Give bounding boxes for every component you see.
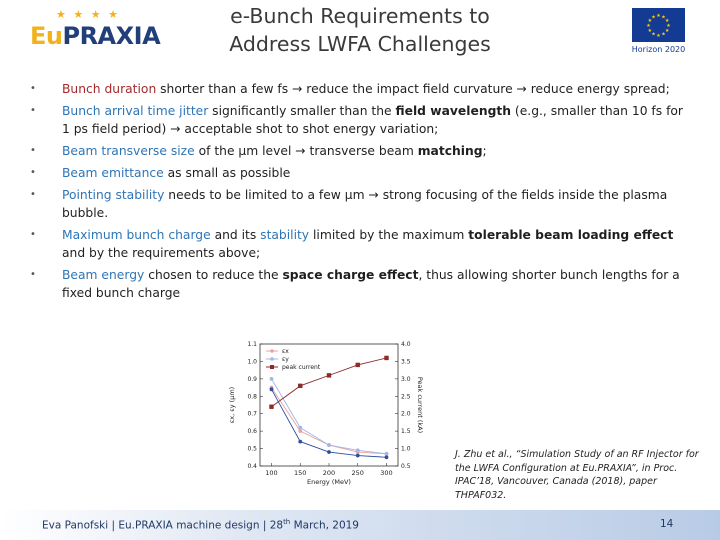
bullet-item bbox=[30, 164, 690, 182]
flag-star: ★ bbox=[661, 31, 666, 38]
bullet-text: field wavelength bbox=[395, 104, 512, 118]
bullet-item bbox=[30, 80, 690, 98]
bullet-text: Pointing stability bbox=[62, 188, 165, 202]
data-point bbox=[327, 443, 331, 447]
data-point bbox=[298, 384, 302, 388]
series-line bbox=[272, 379, 387, 454]
y-tick-label: 0.7 bbox=[247, 410, 257, 418]
bullet-text: , thus allowing shorter bunch lengths for a fixed bunch charge bbox=[62, 268, 680, 300]
title-line-1: e-Bunch Requirements to bbox=[230, 4, 490, 28]
bullet-text: shorter than a few fs bbox=[156, 82, 293, 96]
bullet-text: Beam energy bbox=[62, 268, 145, 282]
bullet-text: Bunch duration bbox=[62, 82, 157, 96]
y2-tick-label: 0.5 bbox=[401, 463, 411, 470]
slide-title bbox=[200, 2, 520, 58]
flag-star: ★ bbox=[646, 23, 651, 29]
arrow-icon: → bbox=[292, 82, 303, 96]
bullet-text: acceptable shot to shot energy variation; bbox=[180, 122, 439, 136]
x-tick-label: 150 bbox=[294, 469, 307, 477]
bullet-text: space charge effect bbox=[282, 268, 419, 282]
y-tick-label: 0.9 bbox=[247, 375, 257, 383]
flag-star: ★ bbox=[661, 14, 666, 21]
y-tick-label: 1.1 bbox=[247, 341, 257, 348]
y-tick-label: 0.8 bbox=[247, 393, 257, 401]
flag-star: ★ bbox=[651, 14, 656, 21]
y2-tick-label: 4.0 bbox=[401, 341, 411, 348]
legend-marker bbox=[270, 349, 273, 352]
bullet-text: Maximum bunch charge bbox=[62, 228, 211, 242]
y2-tick-label: 3.0 bbox=[401, 375, 411, 383]
bullet-text: strong focusing of the fields inside the plasma bubble. bbox=[62, 188, 668, 220]
data-point bbox=[327, 373, 331, 377]
legend-label: peak current bbox=[282, 364, 321, 371]
data-point bbox=[269, 405, 273, 409]
data-point bbox=[384, 356, 388, 360]
flag-star: ★ bbox=[666, 23, 671, 29]
data-point bbox=[356, 454, 360, 458]
bullet-text: chosen to reduce the bbox=[144, 268, 283, 282]
y2-tick-label: 1.5 bbox=[401, 428, 411, 436]
data-point bbox=[298, 426, 302, 430]
y2-tick-label: 3.5 bbox=[401, 358, 411, 366]
plot-frame bbox=[260, 344, 398, 466]
flag-star: ★ bbox=[656, 13, 661, 19]
bullet-text: tolerable beam loading effect bbox=[468, 228, 674, 242]
x-tick-label: 100 bbox=[265, 469, 278, 477]
flag-star: ★ bbox=[647, 28, 653, 34]
eu-flag-icon bbox=[632, 8, 685, 42]
bullet-item bbox=[30, 186, 690, 222]
y-axis-label: εx, εy (µm) bbox=[228, 386, 236, 424]
bullet-text: significantly smaller than the bbox=[208, 104, 396, 118]
requirements-list bbox=[30, 80, 690, 306]
logo-stars: ★ ★ ★ ★ bbox=[56, 8, 120, 21]
bullet-text: and by the requirements above; bbox=[62, 246, 261, 260]
series-line bbox=[272, 389, 387, 457]
legend-marker bbox=[270, 365, 274, 369]
x-tick-label: 250 bbox=[351, 469, 364, 477]
y2-tick-label: 1.0 bbox=[401, 445, 411, 453]
legend-marker bbox=[270, 357, 273, 360]
flag-star: ★ bbox=[647, 18, 653, 24]
arrow-icon: → bbox=[368, 188, 379, 202]
legend-label: εx bbox=[282, 348, 289, 355]
page-number: 14 bbox=[660, 518, 674, 530]
bullet-text: Beam transverse size bbox=[62, 144, 195, 158]
emittance-peak-current-chart bbox=[218, 338, 440, 496]
data-point bbox=[270, 387, 274, 391]
eupraxia-logo bbox=[30, 8, 161, 56]
y2-tick-label: 2.5 bbox=[401, 393, 411, 401]
y2-tick-label: 2.0 bbox=[401, 410, 411, 418]
citation-text: J. Zhu et al., “Simulation Study of an RF Injector for the LWFA Configuration at Eu.PRAXIA”, in Proc. IPAC’18, Vancouver, Canada (2018), paper THPAF032. bbox=[455, 449, 699, 501]
y-tick-label: 0.6 bbox=[247, 428, 257, 436]
y-tick-label: 0.5 bbox=[247, 445, 257, 453]
bullet-text: as small as possible bbox=[163, 166, 291, 180]
footer-text: Eva Panofski | Eu.PRAXIA machine design | 28th March, 2019 bbox=[42, 518, 359, 532]
bullet-item bbox=[30, 226, 690, 262]
flag-star: ★ bbox=[664, 28, 670, 34]
bullet-text: limited by the maximum bbox=[309, 228, 469, 242]
data-point bbox=[270, 377, 274, 381]
data-point bbox=[385, 455, 389, 459]
bullet-text: (e.g., smaller than 10 fs for 1 ps field period) bbox=[62, 104, 683, 136]
bullet-text: matching bbox=[417, 144, 483, 158]
flag-star: ★ bbox=[651, 31, 656, 38]
y-tick-label: 1.0 bbox=[247, 358, 257, 366]
bullet-text: ; bbox=[482, 144, 487, 158]
data-point bbox=[385, 452, 389, 456]
logo-wordmark: EuPRAXIA bbox=[30, 22, 161, 50]
x-tick-label: 300 bbox=[380, 469, 393, 477]
data-point bbox=[298, 440, 302, 444]
bullet-text: reduce the impact field curvature bbox=[302, 82, 517, 96]
bullet-text: needs to be limited to a few µm bbox=[164, 188, 369, 202]
arrow-icon: → bbox=[516, 82, 527, 96]
data-point bbox=[356, 448, 360, 452]
bullet-item bbox=[30, 102, 690, 138]
bullet-text: stability bbox=[260, 228, 310, 242]
bullet-text: transverse beam bbox=[305, 144, 418, 158]
flag-star: ★ bbox=[656, 33, 661, 39]
bullet-text: reduce energy spread; bbox=[526, 82, 670, 96]
bullet-text: and its bbox=[210, 228, 261, 242]
data-point bbox=[298, 429, 302, 433]
arrow-icon: → bbox=[295, 144, 306, 158]
x-axis-label: Energy (MeV) bbox=[307, 478, 351, 486]
x-tick-label: 200 bbox=[322, 469, 336, 477]
y-tick-label: 0.4 bbox=[247, 463, 257, 470]
bullet-item bbox=[30, 266, 690, 302]
y2-axis-label: Peak current (kA) bbox=[416, 376, 424, 434]
data-point bbox=[327, 450, 331, 454]
bullet-text: Bunch arrival time jitter bbox=[62, 104, 209, 118]
horizon-2020-caption: Horizon 2020 bbox=[631, 45, 686, 54]
title-line-2: Address LWFA Challenges bbox=[229, 32, 491, 56]
flag-star: ★ bbox=[664, 18, 670, 24]
bullet-text: Beam emittance bbox=[62, 166, 164, 180]
data-point bbox=[356, 363, 360, 367]
arrow-icon: → bbox=[170, 122, 181, 136]
legend-label: εy bbox=[282, 356, 289, 363]
bullet-text: of the µm level bbox=[194, 144, 296, 158]
bullet-item bbox=[30, 142, 690, 160]
